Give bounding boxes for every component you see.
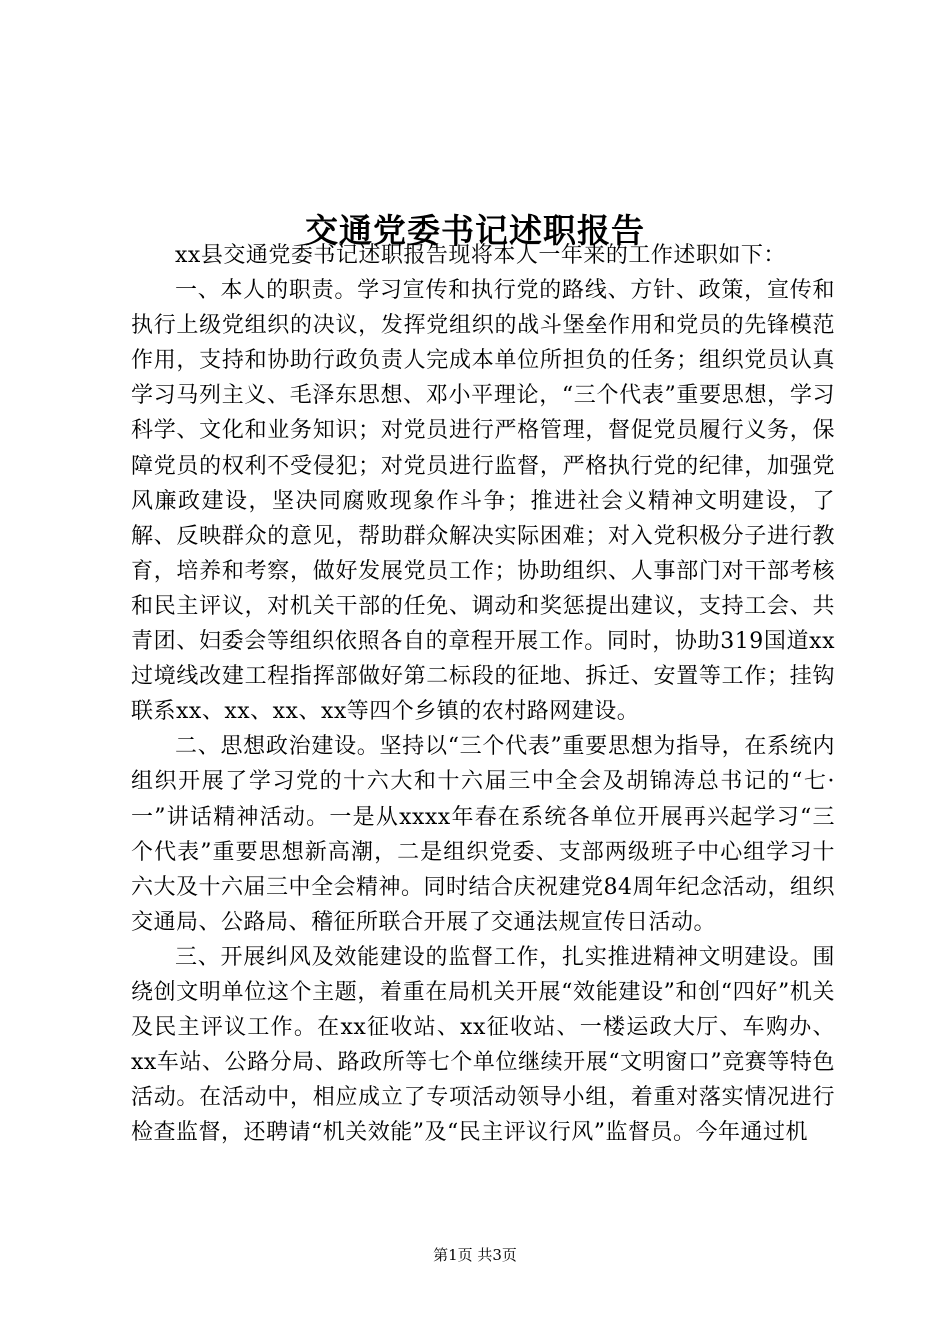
section-supervision-paragraph: 三、开展纠风及效能建设的监督工作，扎实推进精神文明建设。围绕创文明单位这个主题，着重在局机关开展“效能建设”和创“四好”机关及民主评议工作。在xx征收站、xx征收站、一楼运政大厅、车购办、xx车站、公路分局、路政所等七个单位继续开展“文明窗口”竞赛等特色活动。在活动中，相应成立了专项活动领导小组，着重对落实情况进行检查监督，还聘请“机关效能”及“民主评议行风”监督员。今年通过机 xyxy=(131,944,835,1146)
document-body xyxy=(131,238,835,1150)
section-ideology-paragraph: 二、思想政治建设。坚持以“三个代表”重要思想为指导，在系统内组织开展了学习党的十六大和十六届三中全会及胡锦涛总书记的“七·一”讲话精神活动。一是从xxxx年春在系统各单位开展再兴起学习“三个代表”重要思想新高潮，二是组织党委、支部两级班子中心组学习十六大及十六届三中全会精神。同时结合庆祝建党84周年纪念活动，组织交通局、公路局、稽征所联合开展了交通法规宣传日活动。 xyxy=(131,734,835,935)
intro-paragraph: xx县交通党委书记述职报告现将本人一年来的工作述职如下： xyxy=(175,243,786,268)
page-number-footer: 第1页 共3页 xyxy=(433,1246,517,1264)
section-responsibilities-paragraph: 一、本人的职责。学习宣传和执行党的路线、方针、政策，宣传和执行上级党组织的决议，发挥党组织的战斗堡垒作用和党员的先锋模范作用，支持和协助行政负责人完成本单位所担负的任务；组织党员认真学习马列主义、毛泽东思想、邓小平理论，“三个代表”重要思想，学习科学、文化和业务知识；对党员进行严格管理，督促党员履行义务，保障党员的权利不受侵犯；对党员进行监督，严格执行党的纪律，加强党风廉政建设，坚决同腐败现象作斗争；推进社会义精神文明建设，了解、反映群众的意见，帮助群众解决实际困难；对入党积极分子进行教育，培养和考察，做好发展党员工作；协助组织、人事部门对干部考核和民主评议，对机关干部的任免、调动和奖惩提出建议，支持工会、共青团、妇委会等组织依照各自的章程开展工作。同时，协助319国道xx过境线改建工程指挥部做好第二标段的征地、拆迁、安置等工作；挂钩联系xx、xx、xx、xx等四个乡镇的农村路网建设。 xyxy=(131,278,835,725)
document-title: 交通党委书记述职报告 xyxy=(305,211,645,251)
